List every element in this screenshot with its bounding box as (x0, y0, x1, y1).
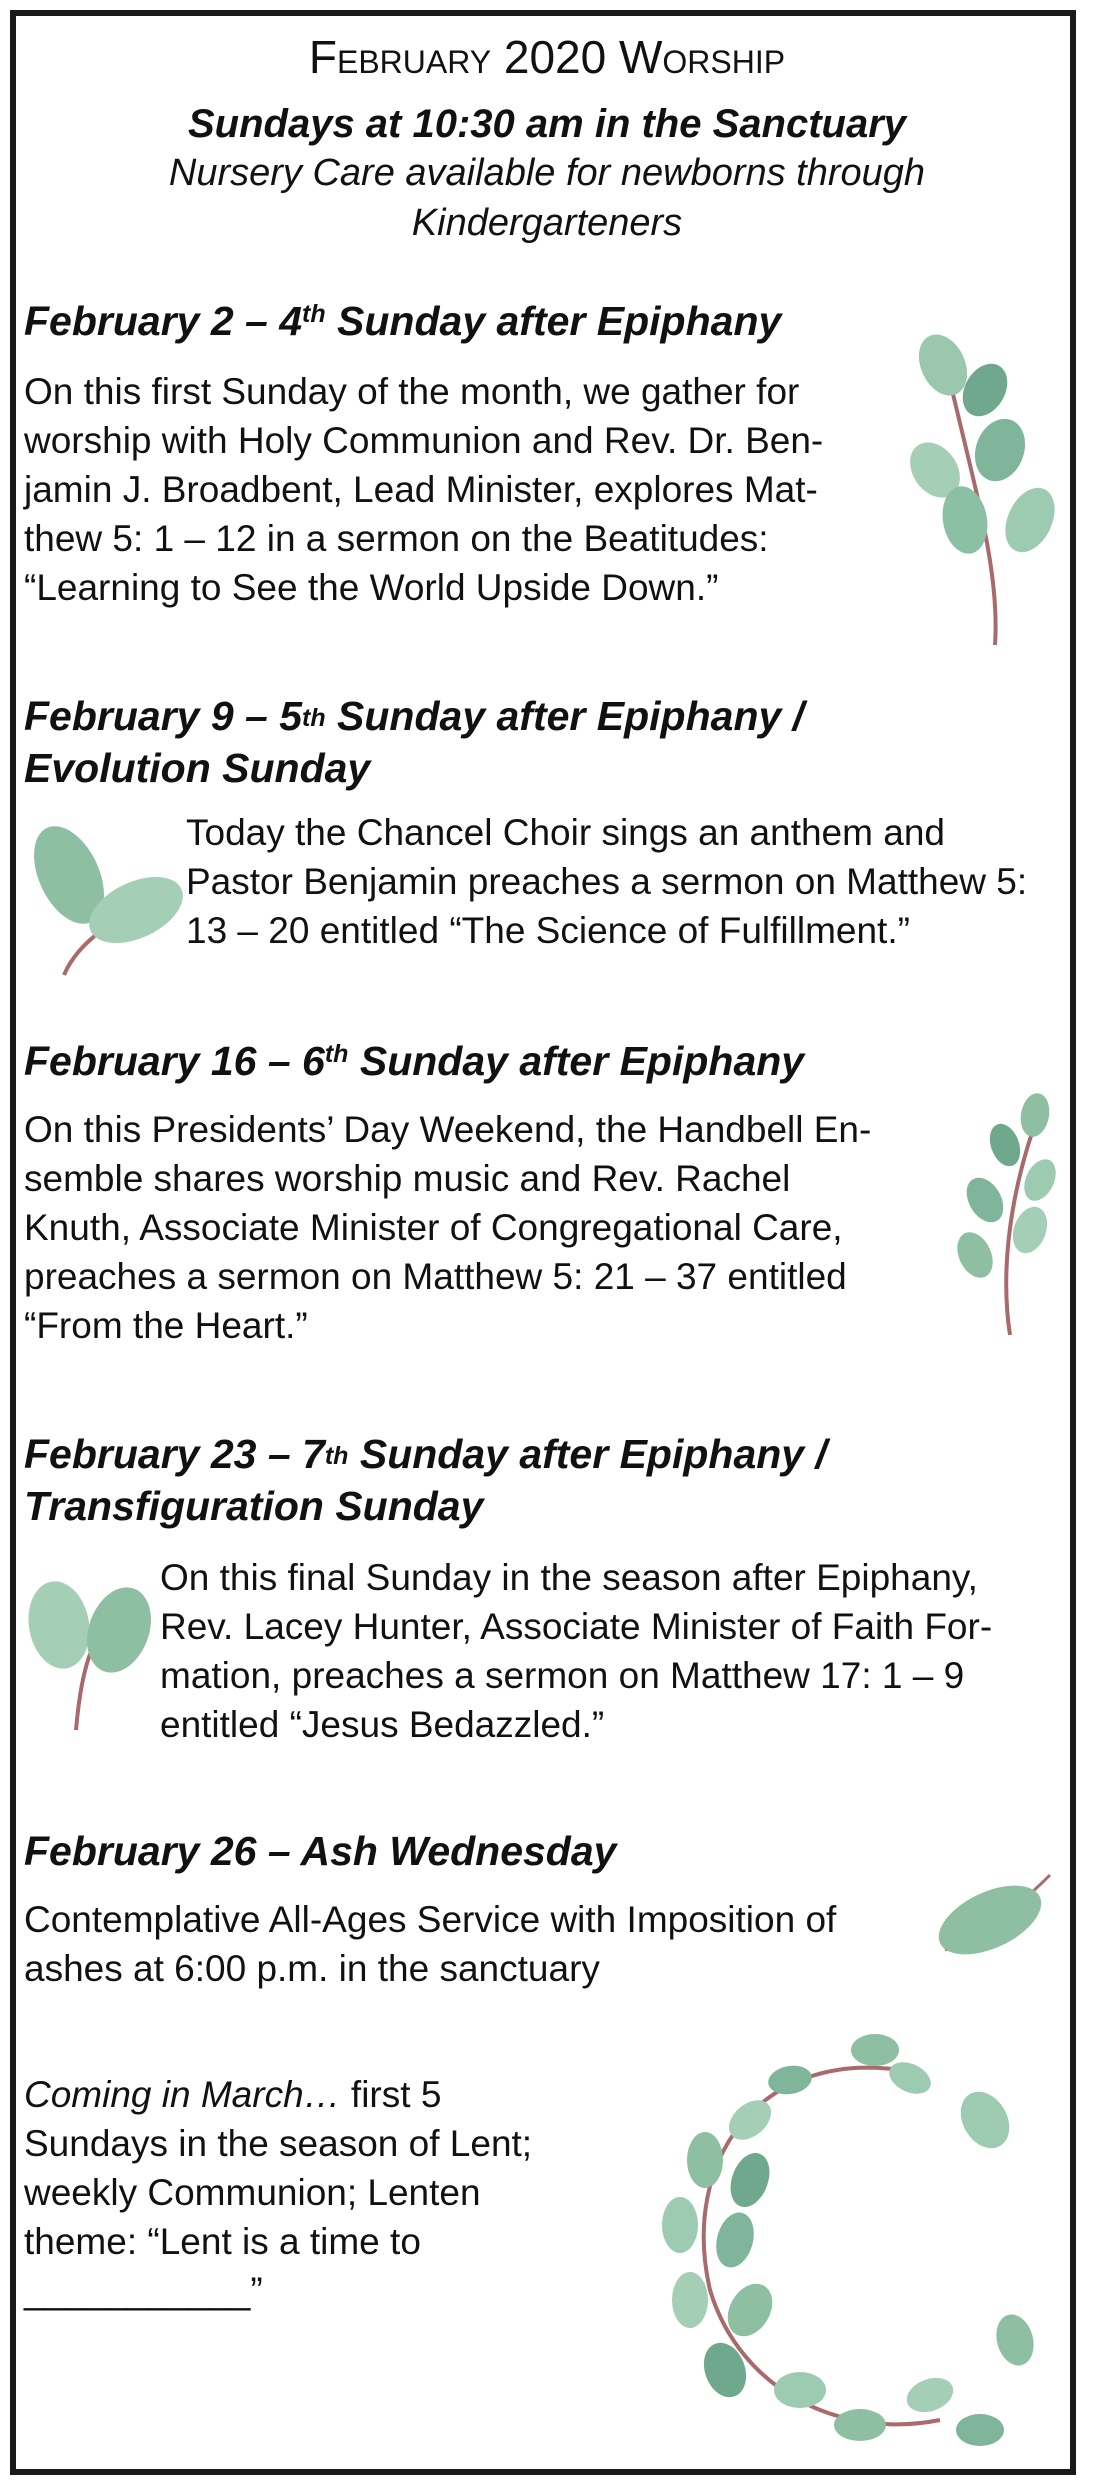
eucalyptus-branch-icon (930, 1090, 1060, 1340)
single-leaf-icon (935, 1870, 1055, 1960)
page-title: February 2020 Worship (308, 31, 786, 83)
eucalyptus-wreath-icon (640, 2010, 1060, 2460)
service-3-text: On this Presidents’ Day Weekend, the Handbell En- semble shares worship music and Rev. Rachel Knuth, Associate Minister of Congregational Care, preaches a sermon on Matthew 5: 21 – 37 entitled “From the Heart.” (24, 1109, 872, 1346)
coming-lead: Coming in March… (24, 2074, 341, 2115)
subtitle: Sundays at 10:30 am in the Sanctuary (187, 102, 907, 146)
service-5-text: Contemplative All-Ages Service with Imposition of ashes at 6:00 p.m. in the sanctuary (24, 1899, 837, 1989)
nursery-line-1: Nursery Care available for newborns through (168, 152, 926, 194)
service-4-heading: February 23 – 7th Sunday after Epiphany / Transfiguration Sunday (24, 1431, 827, 1529)
eucalyptus-sprig-icon (905, 320, 1075, 650)
service-2-heading: February 9 – 5th Sunday after Epiphany / Evolution Sunday (24, 693, 805, 791)
service-4-text: On this final Sunday in the season after Epiphany, Rev. Lacey Hunter, Associate Minister of Faith For- mation, preaches a sermon on Matthew 17: 1 – 9 entitled “Jesus Bedazzled.” (160, 1557, 993, 1745)
nursery-line-2: Kindergarteners (411, 202, 683, 244)
service-5-heading: February 26 – Ash Wednesday (24, 1828, 617, 1874)
service-3-heading: February 16 – 6th Sunday after Epiphany (24, 1038, 805, 1084)
coming-in-march: Coming in March… first 5 Sundays in the season of Lent; weekly Communion; Lenten theme: “Lent is a time to ___________” (24, 2074, 533, 2311)
service-1-text: On this first Sunday of the month, we gather for worship with Holy Communion and Rev. Dr. Ben- jamin J. Broadbent, Lead Minister, explores Mat- thew 5: 1 – 12 in a sermon on the Beatitudes: “Learning to See the World Upside Down.” (24, 371, 824, 608)
eucalyptus-pair-icon (24, 1565, 154, 1735)
eucalyptus-leaves-icon (24, 810, 184, 980)
service-2-text: Today the Chancel Choir sings an anthem and Pastor Benjamin preaches a sermon on Matthew 5: 13 – 20 entitled “The Science of Fulfillment.” (186, 812, 1028, 951)
service-1-heading: February 2 – 4th Sunday after Epiphany (24, 298, 782, 344)
